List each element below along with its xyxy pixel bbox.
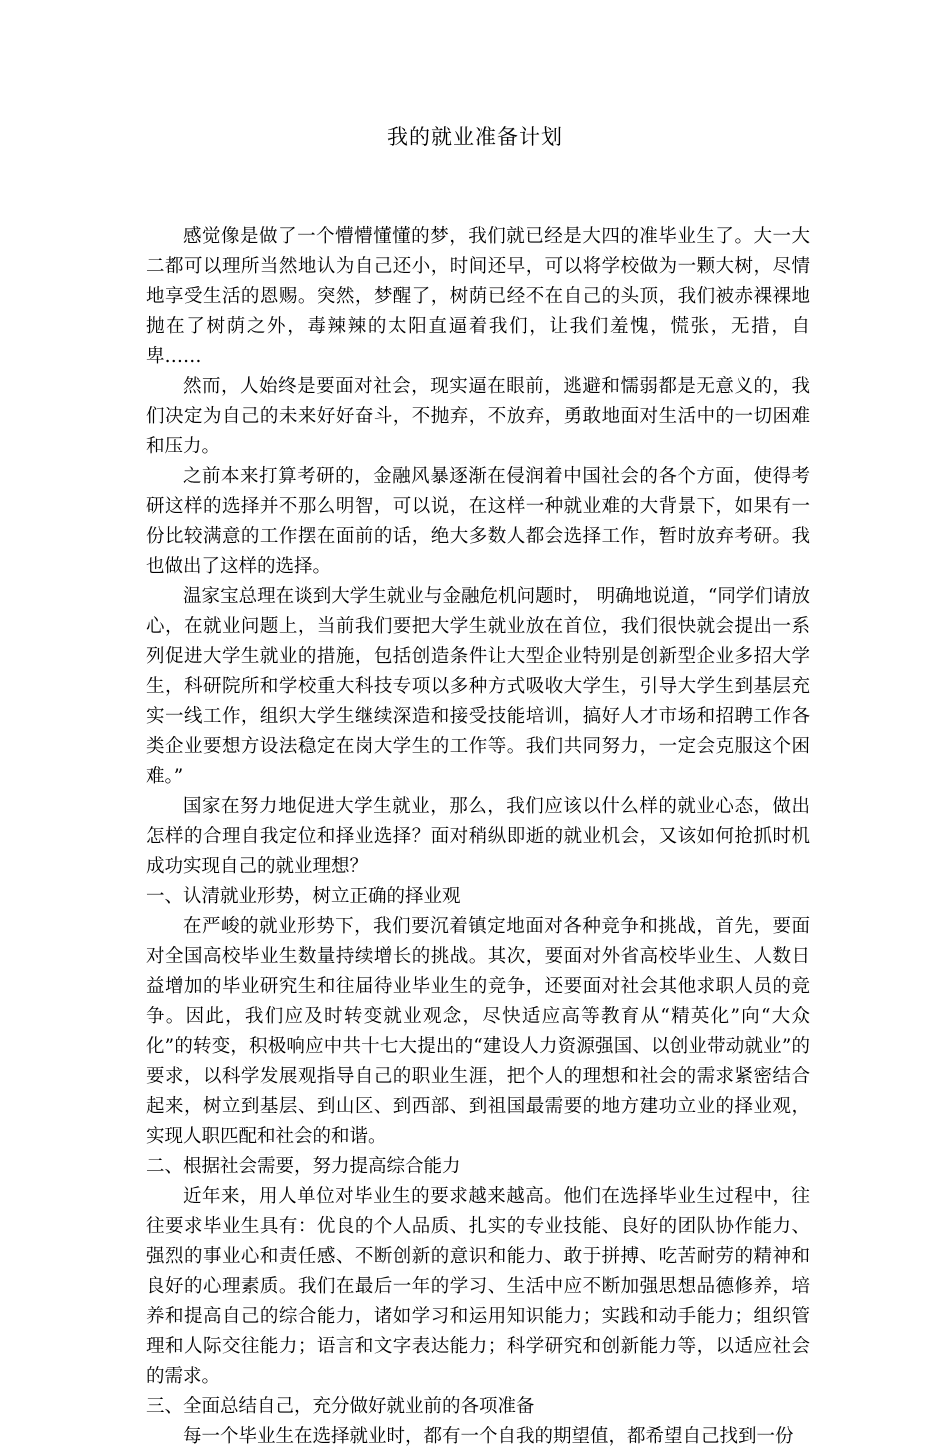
section-heading-2: 二、根据社会需要，努力提高综合能力 — [146, 1156, 461, 1177]
document-body — [146, 222, 810, 1452]
document-title: 我的就业准备计划 — [387, 125, 563, 149]
paragraph-7: 近年来，用人单位对毕业生的要求越来越高。他们在选择毕业生过程中，往往要求毕业生具有：优良的个人品质、扎实的专业技能、良好的团队协作能力、强烈的事业心和责任感、不断创新的意识和能力、敢于拼搏、吃苦耐劳的精神和良好的心理素质。我们在最后一年的学习、生活中应不断加强思想品德修养，培养和提高自己的综合能力，诸如学习和运用知识能力；实践和动手能力；组织管理和人际交往能力；语言和文字表达能力；科学研究和创新能力等，以适应社会的需求。 — [146, 1186, 810, 1387]
paragraph-2: 然而，人始终是要面对社会，现实逼在眼前，逃避和懦弱都是无意义的，我们决定为自己的未来好好奋斗，不抛弃，不放弃，勇敢地面对生活中的一切困难和压力。 — [146, 376, 810, 457]
paragraph-8: 每一个毕业生在选择就业时，都有一个自我的期望值，都希望自己找到一份 — [183, 1426, 794, 1447]
section-heading-1: 一、认清就业形势，树立正确的择业观 — [146, 886, 461, 907]
paragraph-1: 感觉像是做了一个懵懵懂懂的梦，我们就已经是大四的准毕业生了。大一大二都可以理所当然地认为自己还小，时间还早，可以将学校做为一颗大树，尽情地享受生活的恩赐。突然，梦醒了，树荫已经不在自己的头顶，我们被赤裸裸地抛在了树荫之外，毒辣辣的太阳直逼着我们，让我们羞愧，慌张，无措，自卑…… — [146, 226, 810, 367]
paragraph-6: 在严峻的就业形势下，我们要沉着镇定地面对各种竞争和挑战，首先，要面对全国高校毕业生数量持续增长的挑战。其次，要面对外省高校毕业生、人数日益增加的毕业研究生和往届待业毕业生的竞争，还要面对社会其他求职人员的竞争。因此，我们应及时转变就业观念，尽快适应高等教育从“精英化”向“大众化”的转变，积极响应中共十七大提出的“建设人力资源强国、以创业带动就业”的要求，以科学发展观指导自己的职业生涯，把个人的理想和社会的需求紧密结合起来，树立到基层、到山区、到西部、到祖国最需要的地方建功立业的择业观，实现人职匹配和社会的和谐。 — [146, 916, 810, 1147]
paragraph-3: 之前本来打算考研的，金融风暴逐渐在侵润着中国社会的各个方面，使得考研这样的选择并不那么明智，可以说，在这样一种就业难的大背景下，如果有一份比较满意的工作摆在面前的话，绝大多数人都会选择工作，暂时放弃考研。我也做出了这样的选择。 — [146, 466, 810, 577]
paragraph-5: 国家在努力地促进大学生就业，那么，我们应该以什么样的就业心态，做出怎样的合理自我定位和择业选择？面对稍纵即逝的就业机会，又该如何抢抓时机成功实现自己的就业理想？ — [146, 796, 810, 877]
section-heading-3: 三、全面总结自己，充分做好就业前的各项准备 — [146, 1396, 535, 1417]
paragraph-4: 温家宝总理在谈到大学生就业与金融危机问题时， 明确地说道，“同学们请放心，在就业问题上，当前我们要把大学生就业放在首位，我们很快就会提出一系列促进大学生就业的措施，包括创造条件让大型企业特别是创新型企业多招大学生，科研院所和学校重大科技专项以多种方式吸收大学生，引导大学生到基层充实一线工作，组织大学生继续深造和接受技能培训，搞好人才市场和招聘工作各类企业要想方设法稳定在岗大学生的工作等。我们共同努力，一定会克服这个困难。” — [146, 586, 810, 787]
